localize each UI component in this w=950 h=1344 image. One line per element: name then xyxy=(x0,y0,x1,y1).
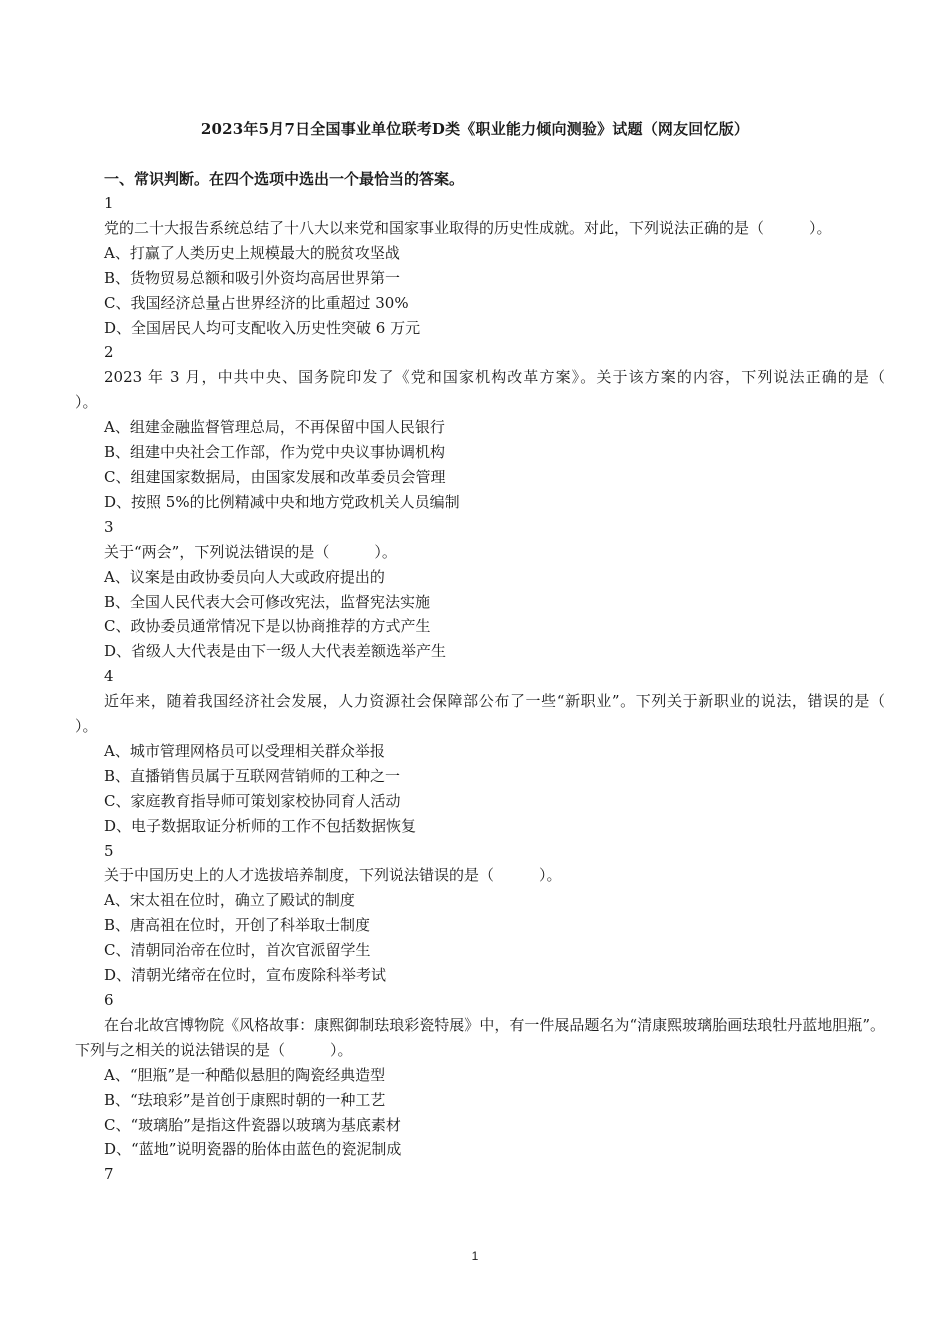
question-option: B、“珐琅彩”是首创于康熙时朝的一种工艺 xyxy=(104,1090,386,1109)
question-option: B、货物贸易总额和吸引外资均高居世界第一 xyxy=(104,268,401,287)
question-option: C、政协委员通常情况下是以协商推荐的方式产生 xyxy=(104,617,431,636)
question-number: 2 xyxy=(104,343,114,362)
question-option: D、“蓝地”说明瓷器的胎体由蓝色的瓷泥制成 xyxy=(104,1140,402,1159)
section-heading: 一、常识判断。在四个选项中选出一个最恰当的答案。 xyxy=(104,170,465,188)
question-option: B、唐高祖在位时，开创了科举取士制度 xyxy=(104,916,371,935)
question-stem: 关于中国历史上的人才选拔培养制度，下列说法错误的是（ ）。 xyxy=(104,866,562,885)
question-option: A、城市管理网格员可以受理相关群众举报 xyxy=(104,741,385,760)
question-stem: 党的二十大报告系统总结了十八大以来党和国家事业取得的历史性成就。对此，下列说法正确的是（ ）。 xyxy=(104,218,832,237)
question-option: B、组建中央社会工作部，作为党中央议事协调机构 xyxy=(104,443,446,462)
question-block xyxy=(75,988,885,1162)
question-block xyxy=(75,340,931,514)
question-block xyxy=(75,664,931,838)
question-option: D、全国居民人均可支配收入历史性突破 6 万元 xyxy=(104,318,421,337)
question-option: D、清朝光绪帝在位时，宣布废除科举考试 xyxy=(104,966,387,985)
document-title: 2023年5月7日全国事业单位联考D类《职业能力倾向测验》试题（网友回忆版） xyxy=(200,120,750,138)
question-block xyxy=(75,515,885,664)
question-option: D、按照 5%的比例精减中央和地方党政机关人员编制 xyxy=(104,492,460,511)
question-option: C、家庭教育指导师可策划家校协同育人活动 xyxy=(104,791,401,810)
question-stem: 在台北故宫博物院《风格故事：康熙御制珐琅彩瓷特展》中，有一件展品题名为“清康熙玻璃胎画珐琅牡丹蓝地胆瓶”。下列与之相关的说法错误的是（ ）。 xyxy=(75,1015,885,1059)
question-option: B、直播销售员属于互联网营销师的工种之一 xyxy=(104,766,401,785)
question-option: D、省级人大代表是由下一级人大代表差额选举产生 xyxy=(104,642,447,661)
question-option: C、组建国家数据局，由国家发展和改革委员会管理 xyxy=(104,467,446,486)
question-number: 3 xyxy=(104,517,114,536)
question-option: C、“玻璃胎”是指这件瓷器以玻璃为基底素材 xyxy=(104,1115,401,1134)
page-number: 1 xyxy=(471,1249,479,1263)
question-number: 5 xyxy=(104,841,114,860)
question-option: A、“胆瓶”是一种酷似悬胆的陶瓷经典造型 xyxy=(104,1065,386,1084)
question-option: B、全国人民代表大会可修改宪法，监督宪法实施 xyxy=(104,592,431,611)
question-list xyxy=(75,191,931,1187)
question-option: A、组建金融监督管理总局，不再保留中国人民银行 xyxy=(104,418,445,437)
question-option: A、议案是由政协委员向人大或政府提出的 xyxy=(104,567,385,586)
question-number: 7 xyxy=(104,1165,114,1184)
question-stem: 2023 年 3 月，中共中央、国务院印发了《党和国家机构改革方案》。关于该方案的内容，下列说法正确的是（ ）。 xyxy=(75,368,931,412)
question-option: A、打赢了人类历史上规模最大的脱贫攻坚战 xyxy=(104,243,400,262)
question-option: C、我国经济总量占世界经济的比重超过 30% xyxy=(104,293,409,312)
question-stem: 关于“两会”，下列说法错误的是（ ）。 xyxy=(104,542,397,561)
question-number: 6 xyxy=(104,991,114,1009)
question-option: D、电子数据取证分析师的工作不包括数据恢复 xyxy=(104,816,417,835)
question-number: 4 xyxy=(104,667,114,686)
question-option: C、清朝同治帝在位时，首次官派留学生 xyxy=(104,941,371,960)
question-block xyxy=(75,1162,885,1187)
question-number: 1 xyxy=(104,194,114,212)
question-stem: 近年来，随着我国经济社会发展，人力资源社会保障部公布了一些“新职业”。下列关于新职业的说法，错误的是（ ）。 xyxy=(75,692,931,736)
question-option: A、宋太祖在位时，确立了殿试的制度 xyxy=(104,891,355,910)
question-block xyxy=(75,191,885,340)
question-block xyxy=(75,839,885,988)
